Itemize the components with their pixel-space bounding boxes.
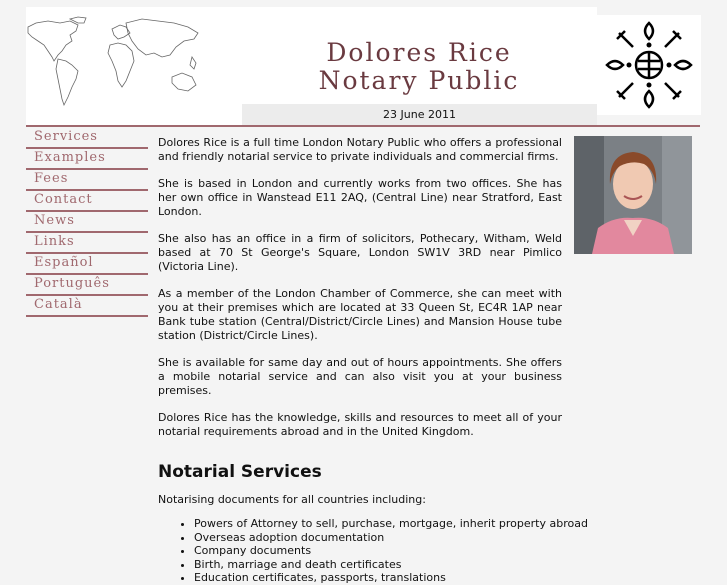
- nav-item-links[interactable]: Links: [26, 233, 148, 254]
- availability-paragraph: She is available for same day and out of hours appointments. She offers a mobile notarial service and can also visit you at your business premises.: [158, 356, 562, 397]
- intro-paragraph: Dolores Rice is a full time London Notary Public who offers a professional and friendly notarial service to private individuals and commercial firms.: [158, 136, 562, 163]
- date-text: 23 June 2011: [383, 108, 456, 121]
- nav-item-news[interactable]: News: [26, 212, 148, 233]
- nav-item-portugues[interactable]: Português: [26, 275, 148, 296]
- date-bar: [242, 104, 597, 125]
- services-intro: Notarising documents for all countries including:: [158, 493, 426, 506]
- sidebar-nav: [26, 128, 148, 317]
- header-divider: [26, 125, 700, 127]
- chamber-paragraph: As a member of the London Chamber of Commerce, she can meet with you at their premises which are located at 33 Queen St, EC4R 1AP near Bank tube station (Central/District/Circle Lines) and Mansion House tube station (District/Circle Lines).: [158, 287, 562, 342]
- list-item: • Company documents: [194, 544, 614, 558]
- services-list: [158, 517, 614, 585]
- pimlico-paragraph: She also has an office in a firm of solicitors, Pothecary, Witham, Weld based at 70 St George's Square, London SW1V 3RD near Pimlico (Victoria Line).: [158, 232, 562, 273]
- services-heading: Notarial Services: [158, 462, 322, 482]
- nav-item-examples[interactable]: Examples: [26, 149, 148, 170]
- portrait-photo: [574, 136, 692, 254]
- list-item: • Birth, marriage and death certificates: [194, 558, 614, 572]
- notary-seal-logo: [597, 15, 701, 115]
- offices-paragraph: She is based in London and currently works from two offices. She has her own office in Wanstead E11 2AQ, (Central Line) near Stratford, East London.: [158, 177, 562, 218]
- title-line-2: Notary Public: [318, 66, 520, 95]
- site-title: [241, 39, 597, 95]
- nav-item-contact[interactable]: Contact: [26, 191, 148, 212]
- list-item: • Powers of Attorney to sell, purchase, mortgage, inherit property abroad: [194, 517, 614, 531]
- title-line-1: Dolores Rice: [326, 38, 512, 67]
- seal-icon: [597, 15, 701, 115]
- header: [26, 7, 597, 125]
- main-content: [158, 136, 588, 585]
- world-map-icon: [26, 15, 206, 125]
- nav-item-fees[interactable]: Fees: [26, 170, 148, 191]
- list-item: • Education certificates, passports, translations: [194, 571, 614, 585]
- nav-item-catala[interactable]: Català: [26, 296, 148, 317]
- nav-item-services[interactable]: Services: [26, 128, 148, 149]
- knowledge-paragraph: Dolores Rice has the knowledge, skills and resources to meet all of your notarial requirements abroad and in the United Kingdom.: [158, 411, 562, 438]
- list-item: • Overseas adoption documentation: [194, 531, 614, 545]
- portrait-image: [574, 136, 692, 254]
- nav-item-espanol[interactable]: Español: [26, 254, 148, 275]
